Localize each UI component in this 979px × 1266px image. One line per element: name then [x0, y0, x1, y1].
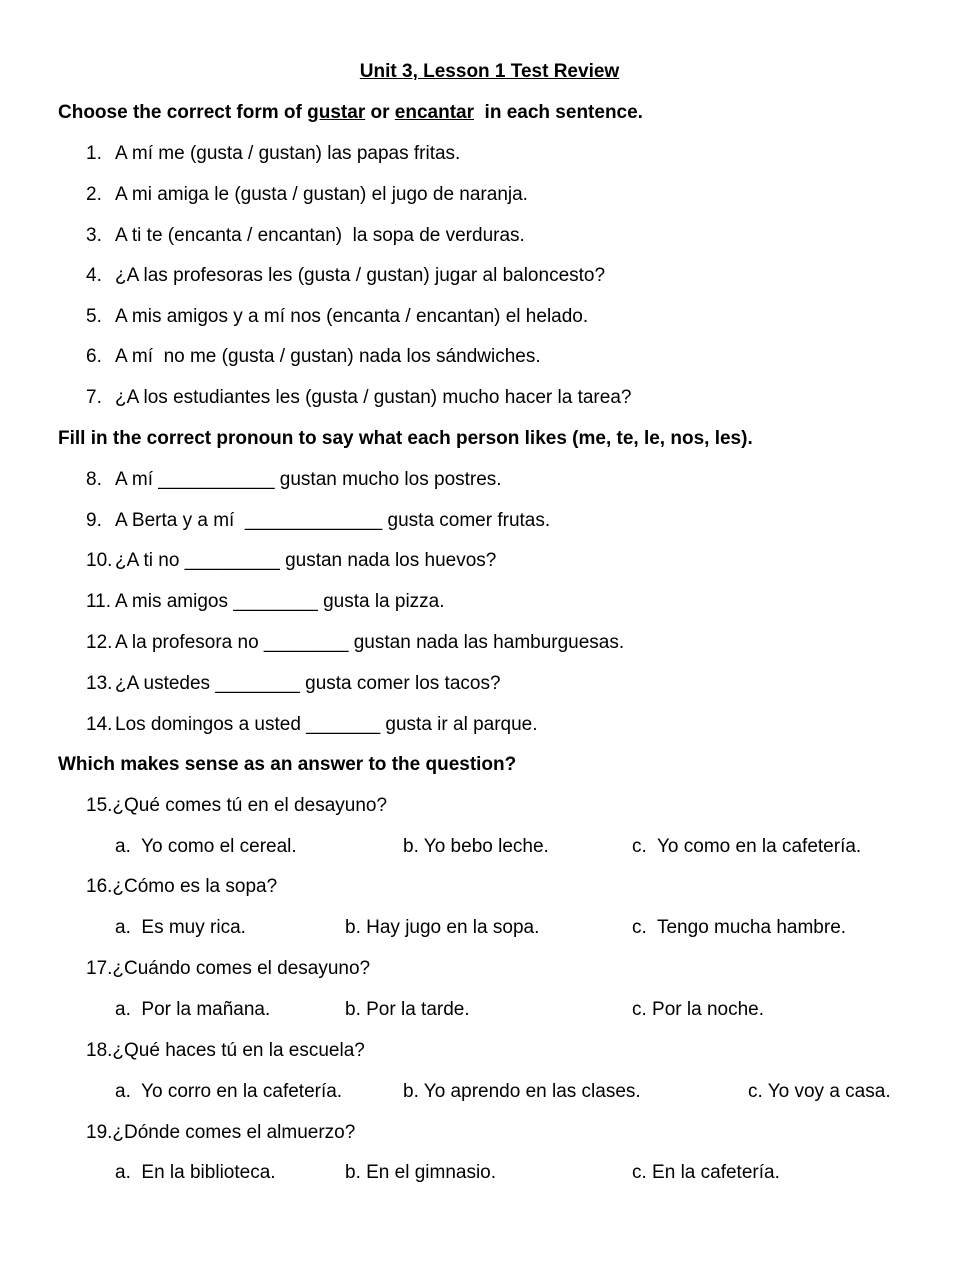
item-text: Los domingos a usted _______ gusta ir al parque.: [115, 714, 538, 735]
item-text: ¿A las profesoras les (gusta / gustan) jugar al baloncesto?: [115, 265, 606, 286]
item-text: A mí no me (gusta / gustan) nada los sándwiches.: [115, 346, 541, 367]
item-number: 6.: [86, 346, 102, 367]
option-c: c. Tengo mucha hambre.: [632, 917, 847, 938]
item-text: A la profesora no ________ gustan nada las hamburguesas.: [115, 632, 625, 653]
option-c: c. Yo voy a casa.: [748, 1081, 891, 1102]
option-b: b. En el gimnasio.: [345, 1162, 497, 1183]
option-b: b. Yo aprendo en las clases.: [403, 1081, 641, 1102]
word-encantar: encantar: [394, 102, 474, 123]
question-text: 19.¿Dónde comes el almuerzo?: [86, 1122, 356, 1143]
item-number: 13.: [86, 673, 113, 694]
section3-heading: Which makes sense as an answer to the question?: [58, 754, 517, 775]
question-text: 17.¿Cuándo comes el desayuno?: [86, 958, 371, 979]
item-number: 9.: [86, 510, 102, 531]
item-number: 12.: [86, 632, 113, 653]
option-b: b. Por la tarde.: [345, 999, 470, 1020]
item-text: A mis amigos y a mí nos (encanta / encantan) el helado.: [115, 306, 589, 327]
item-text: ¿A ti no _________ gustan nada los huevos?: [115, 550, 497, 571]
question-text: 15.¿Qué comes tú en el desayuno?: [86, 795, 388, 816]
section1-heading-mid: or: [365, 102, 395, 123]
item-text: A ti te (encanta / encantan) la sopa de verduras.: [115, 225, 525, 246]
item-text: ¿A los estudiantes les (gusta / gustan) mucho hacer la tarea?: [115, 387, 632, 408]
item-text: A mis amigos ________ gusta la pizza.: [115, 591, 445, 612]
item-text: A Berta y a mí _____________ gusta comer frutas.: [115, 510, 551, 531]
section1-heading-pre: Choose the correct form of: [58, 102, 308, 123]
option-b: b. Hay jugo en la sopa.: [345, 917, 540, 938]
option-c: c. En la cafetería.: [632, 1162, 780, 1183]
item-text: ¿A ustedes ________ gusta comer los tacos?: [115, 673, 501, 694]
item-number: 8.: [86, 469, 102, 490]
item-number: 1.: [86, 143, 102, 164]
option-a: a. Es muy rica.: [115, 917, 246, 938]
section1-heading: [58, 101, 643, 125]
item-text: A mí me (gusta / gustan) las papas fritas.: [115, 143, 461, 164]
item-number: 4.: [86, 265, 102, 286]
item-number: 2.: [86, 184, 102, 205]
item-number: 5.: [86, 306, 102, 327]
page-title: Unit 3, Lesson 1 Test Review: [359, 61, 620, 82]
question-text: 16.¿Cómo es la sopa?: [86, 876, 278, 897]
section2-heading: Fill in the correct pronoun to say what each person likes (me, te, le, nos, les).: [58, 428, 753, 449]
section1-heading-post: in each sentence.: [474, 102, 643, 123]
option-c: c. Yo como en la cafetería.: [632, 836, 862, 857]
item-text: A mí ___________ gustan mucho los postres.: [115, 469, 502, 490]
item-number: 14.: [86, 714, 113, 735]
item-number: 7.: [86, 387, 102, 408]
option-c: c. Por la noche.: [632, 999, 765, 1020]
question-text: 18.¿Qué haces tú en la escuela?: [86, 1040, 365, 1061]
item-number: 3.: [86, 225, 102, 246]
option-b: b. Yo bebo leche.: [403, 836, 549, 857]
option-a: a. Por la mañana.: [115, 999, 271, 1020]
option-a: a. Yo como el cereal.: [115, 836, 297, 857]
option-a: a. En la biblioteca.: [115, 1162, 276, 1183]
option-a: a. Yo corro en la cafetería.: [115, 1081, 343, 1102]
item-number: 10.: [86, 550, 113, 571]
item-text: A mi amiga le (gusta / gustan) el jugo de naranja.: [115, 184, 528, 205]
item-number: 11.: [86, 591, 112, 612]
word-gustar: gustar: [307, 102, 366, 123]
